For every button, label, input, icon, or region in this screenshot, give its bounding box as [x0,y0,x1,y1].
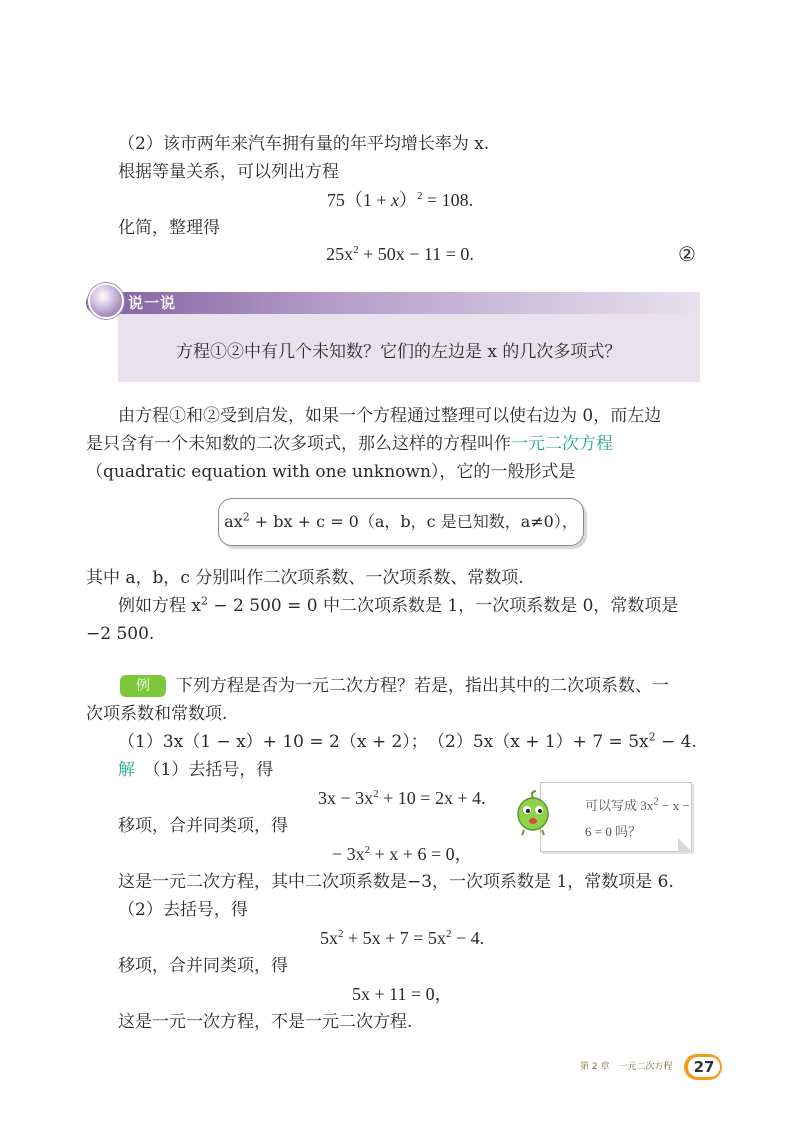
green-mascot-icon [512,790,554,836]
example-problem-2: $(2)5x(x + 1)+ 7 = 5x^2 - 4$. [428,730,697,752]
solution-equation-2: − $3x^2 + x + 6 = 0$， [332,844,473,864]
relation-line: 根据等量关系，可以列出方程 [118,162,339,182]
page-fold-decoration [678,838,692,852]
talk-question: 方程①②中有几个未知数？它们的左边是 x 的几次多项式？ [176,342,622,362]
solution-move-1: 移项，合并同类项，得 [118,816,288,836]
solution-move-2: 移项，合并同类项，得 [118,956,288,976]
chapter-footer: 第 2 章 一元二次方程 [580,1062,673,1072]
instance-line-1: 例如方程 $x^2 - 2$ 500 = 0 中二次项系数是 1，一次项系数是 0，常数项是 [118,594,679,616]
hint-note-line-2: 6 = 0 吗？ [585,824,642,839]
equation-1: $75(1 + x)^2 = 108$. [326,190,474,210]
solution-part-2: （2）去括号，得 [118,900,248,920]
example-problem-1: （1）3x（1 − x）+ 10 = 2（x + 2）； [118,732,428,752]
instance-line-2: −2 500. [86,624,155,644]
definition-line-2: 是只含有一个未知数的二次多项式，那么这样的方程叫作一元二次方程 [86,434,613,454]
definition-line-3: （quadratic equation with one unknown），它的一般形式是 [86,462,576,482]
page-number-badge [684,1054,722,1080]
example-line-1: 下列方程是否为一元二次方程？若是，指出其中的二次项系数、一 [176,676,669,696]
hint-note-line-1: 可以写成 $3x^2 - x$ − [585,795,690,813]
general-form-equation: $ax^2$ + bx + c = 0（a，b，c 是已知数，a≠0）， [224,510,578,531]
equation-2-number: ② [678,242,696,266]
solution-conclusion-1: 这是一元二次方程，其中二次项系数是−3，一次项系数是 1，常数项是 6. [118,872,674,892]
definition-line-1: 由方程①和②受到启发，如果一个方程通过整理可以使右边为 0，而左边 [118,406,662,426]
talk-label: 说一说 [128,294,177,312]
speech-bubble-icon [88,283,124,319]
solution-equation-4: 5x + 11 = 0， [352,984,453,1004]
equation-2: $25x^2 + 50x - 11 = 0$. [326,244,474,264]
part2-intro: （2）该市两年来汽车拥有量的年平均增长率为 x. [118,134,490,154]
hint-note-card [540,782,692,852]
example-tag: 例 [120,675,166,697]
solution-part-1: 解 （1）去括号，得 [118,760,274,780]
page-number: 27 [693,1058,715,1076]
general-form-box [218,498,584,546]
solution-equation-3: $5x^2 + 5x + 7 = 5x^2 - 4$. [320,928,485,948]
example-line-2: 次项系数和常数项. [86,704,228,724]
solution-label: 解 [118,760,135,780]
solution-equation-1: $3x - 3x^2 + 10 = 2x + 4$. [318,788,486,808]
term-quadratic-equation: 一元二次方程 [511,434,613,454]
coefficient-names: 其中 a，b，c 分别叫作二次项系数、一次项系数、常数项. [86,568,524,588]
talk-header-band [86,292,700,314]
simplify-line: 化简，整理得 [118,218,220,238]
solution-conclusion-2: 这是一元一次方程，不是一元二次方程. [118,1012,413,1032]
